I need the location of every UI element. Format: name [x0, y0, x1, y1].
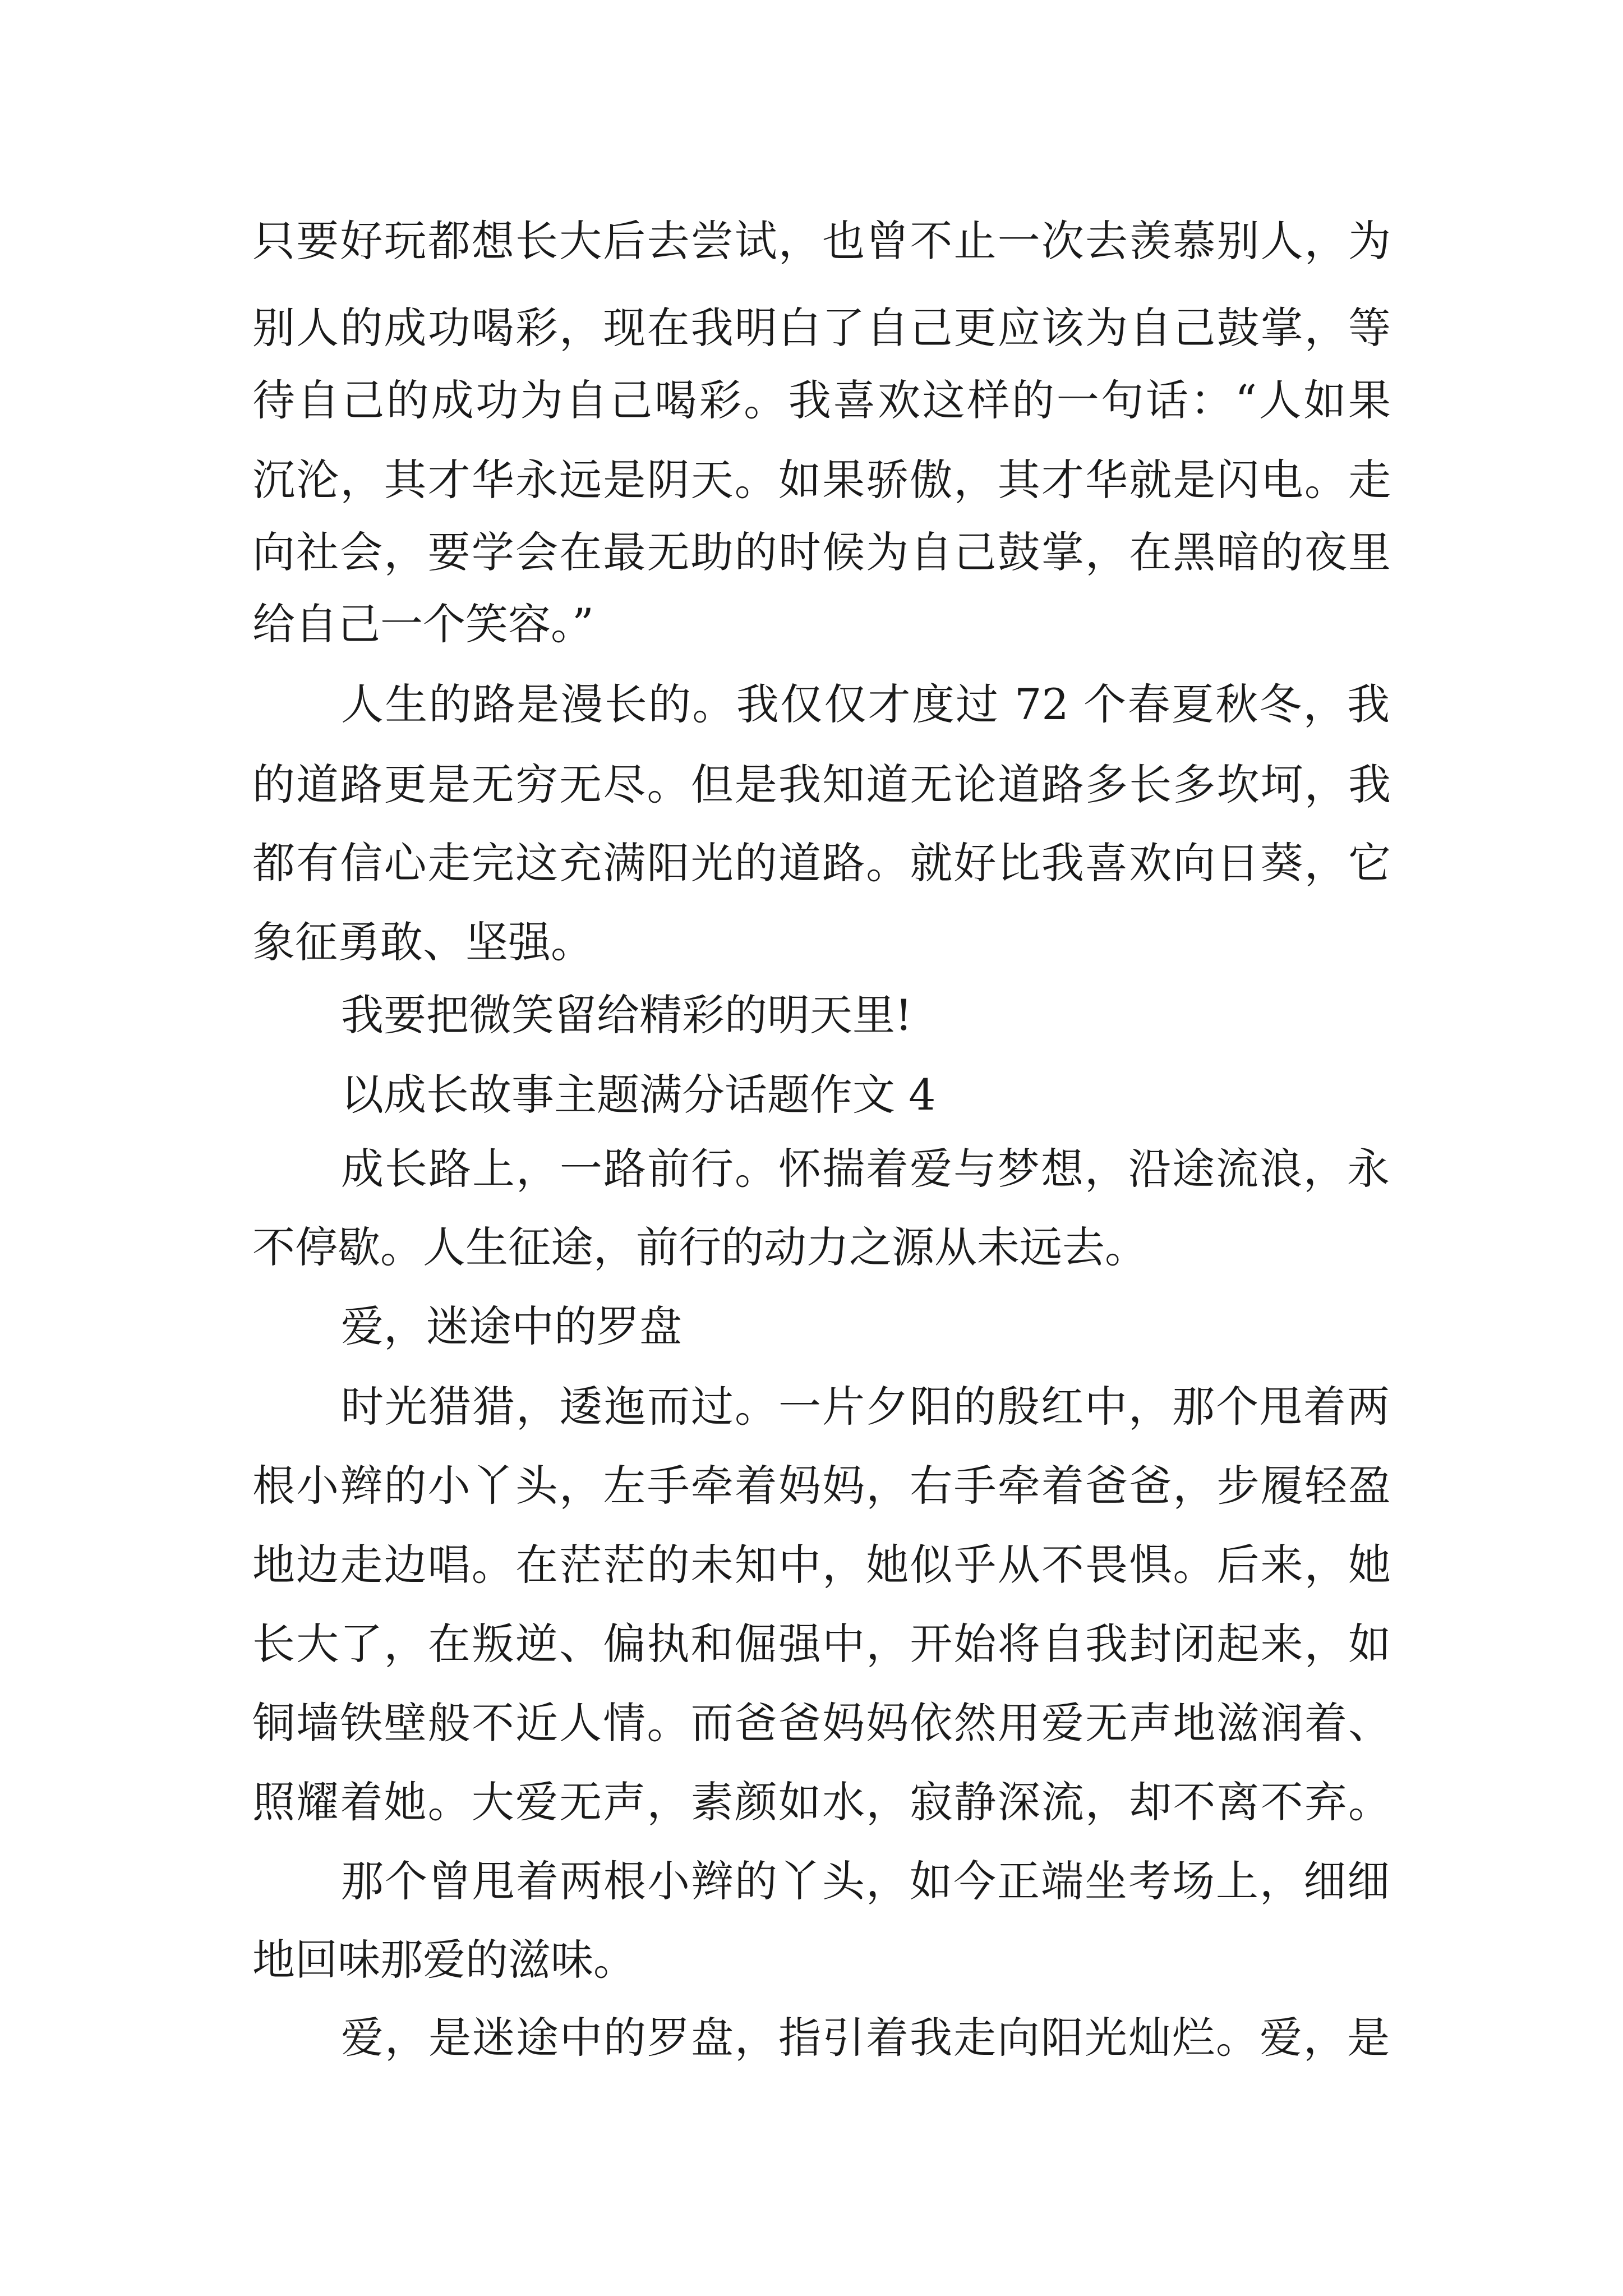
paragraph-first-line: 爱，是迷途中的罗盘，指引着我走向阳光灿烂。爱，是: [341, 2013, 1390, 2063]
body-text-line: 的道路更是无穷无尽。但是我知道无论道路多长多坎坷，我: [252, 760, 1391, 809]
body-text-line: 长大了，在叛逆、偏执和倔强中，开始将自我封闭起来，如: [252, 1619, 1391, 1669]
paragraph-first-line: 那个曾甩着两根小辫的丫头，如今正端坐考场上，细细: [341, 1856, 1390, 1906]
body-text-line: 根小辫的小丫头，左手牵着妈妈，右手牵着爸爸，步履轻盈: [252, 1461, 1391, 1511]
body-text-line: 地边走边唱。在茫茫的未知中，她似乎从不畏惧。后来，她: [252, 1540, 1391, 1590]
body-text-line: 铜墙铁壁般不近人情。而爸爸妈妈依然用爱无声地滋润着、: [252, 1698, 1391, 1748]
body-text-line: 别人的成功喝彩，现在我明白了自己更应该为自己鼓掌，等: [252, 303, 1391, 353]
paragraph-first-line: 成长路上，一路前行。怀揣着爱与梦想，沿途流浪，永: [341, 1144, 1390, 1194]
essay-heading: 以成长故事主题满分话题作文 4: [341, 1070, 936, 1120]
body-text-line: 不停歇。人生征途，前行的动力之源从未远去。: [252, 1222, 1147, 1272]
paragraph-first-line: 我要把微笑留给精彩的明天里!: [341, 990, 912, 1040]
paragraph-first-line: 人生的路是漫长的。我仅仅才度过 72 个春夏秋冬，我: [341, 679, 1390, 729]
body-text-line: 给自己一个笑容。”: [252, 599, 594, 649]
paragraph-first-line: 时光猎猎，逶迤而过。一片夕阳的殷红中，那个甩着两: [341, 1382, 1390, 1432]
body-text-line: 象征勇敢、坚强。: [252, 917, 593, 967]
body-text-line: 只要好玩都想长大后去尝试，也曾不止一次去羡慕别人，为: [252, 216, 1391, 266]
body-text-line: 沉沦，其才华永远是阴天。如果骄傲，其才华就是闪电。走: [252, 455, 1391, 505]
body-text-line: 照耀着她。大爱无声，素颜如水，寂静深流，却不离不弃。: [252, 1777, 1391, 1827]
section-heading: 爱，迷途中的罗盘: [341, 1301, 682, 1351]
body-text-line: 待自己的成功为自己喝彩。我喜欢这样的一句话：“人如果: [252, 375, 1391, 425]
body-text-line: 向社会，要学会在最无助的时候为自己鼓掌，在黑暗的夜里: [252, 527, 1391, 577]
body-text-line: 都有信心走完这充满阳光的道路。就好比我喜欢向日葵，它: [252, 838, 1391, 888]
body-text-line: 地回味那爱的滋味。: [252, 1935, 636, 1985]
